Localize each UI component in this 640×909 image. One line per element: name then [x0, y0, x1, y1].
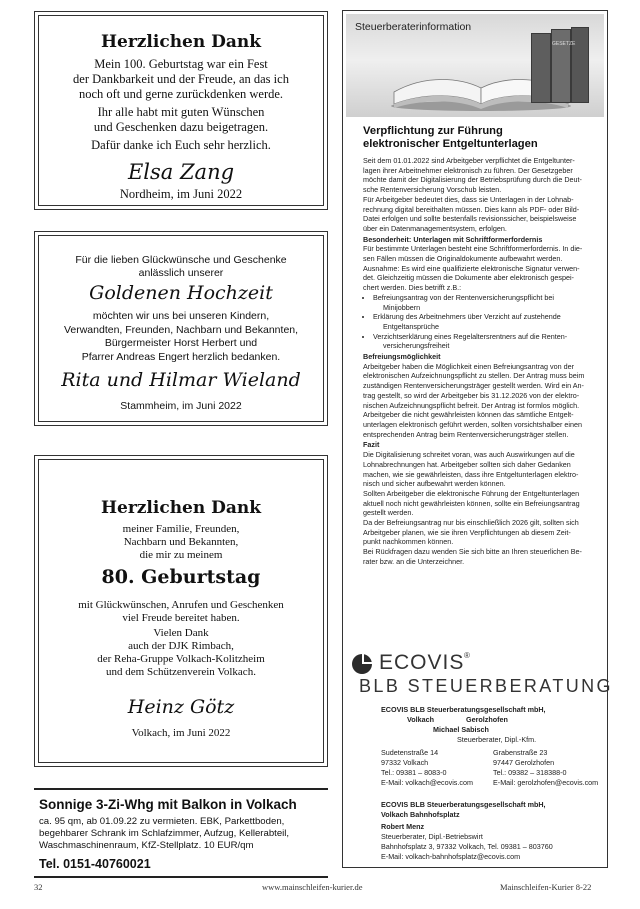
ad-signature: Rita und Hilmar Wieland — [61, 369, 301, 391]
advisor-name: Michael Sabisch — [433, 725, 489, 734]
ad-body: Mein 100. Geburtstag war ein Fest der Dankbarkeit und der Freude, an das ich noch oft und gerne zurückdenken werde. Ihr alle habt mit guten Wünschen und Geschenken dazu beigetragen. Dafür danke ich Euch sehr herzlich. — [73, 57, 289, 152]
law-books: GESETZE — [531, 27, 589, 105]
list-item: • Erklärung des Arbeitnehmers über Verzicht auf zustehende Entgeltansprüche — [373, 312, 603, 331]
ad-place-date: Nordheim, im Juni 2022 — [119, 187, 243, 201]
ad-title: Herzlichen Dank — [100, 32, 262, 52]
registered-mark: ® — [464, 651, 470, 660]
ad-body: möchten wir uns bei unseren Kindern, Verwandten, Freunden, Nachbarn und Bekannten, Bürgermeister Horst Herbert und Pfarrer Andreas Engert herzlich bedanken. — [63, 310, 299, 363]
address-gerolzhofen: Grabenstraße 23 97447 Gerolzhofen Tel.: 09382 – 318388-0 E-Mail: gerolzhofen@ecovis.com — [493, 748, 599, 787]
ad-signature: Heinz Götz — [127, 696, 235, 718]
paragraph: Die Digitalisierung schreitet voran, was auch Auswirkungen auf die Lohnabrechnungen hat. Arbeitgeber sollten sich daher Gedanken machen, wie sie gewährleisten, dass ihre Entgeltunterlagen elektro- nisch und sicher aufbewahrt werden können. Sollten Arbeitgeber die elektronische Führung der Entgeltunterlagen aktuell noch nicht gewährleisten können, sollte ein Befreiungsantrag gestellt werden. Da der Befreiungsantrag nur bis einschließlich 2026 gilt, sollten sich Arbeitgeber planen, wie sie ihren Verpflichtungen ab diesem Zeit- punkt nachkommen können. Bei Rückfragen dazu wenden Sie sich bitte an Ihren steuerlichen Be- rater bzw. an die Unterzeichner. — [363, 450, 582, 566]
bullet-list — [363, 293, 603, 351]
ad-occasion: Goldenen Hochzeit — [89, 282, 273, 304]
classified-ad-apartment — [34, 788, 328, 878]
address-volkach: Sudetenstraße 14 97332 Volkach Tel.: 09381 – 8083-0 E-Mail: volkach@ecovis.com — [381, 748, 473, 787]
list-item: • Verzichtserklärung eines Regelaltersrentners auf die Renten- versicherungsfreiheit — [373, 332, 603, 351]
company-locations: Volkach Gerolzhofen — [407, 715, 508, 724]
issue-label: Mainschleifen-Kurier 8-22 — [500, 882, 592, 892]
contact-block — [381, 705, 603, 745]
thank-you-ad-wieland — [34, 231, 328, 426]
ecovis-wordmark: ECOVIS — [379, 651, 465, 674]
tax-advisor-info-box — [342, 10, 613, 868]
paragraph: Seit dem 01.01.2022 sind Arbeitgeber verpflichtet die Entgeltunter- lagen ihrer Arbeitnehmer elektronisch zu führen. Der Gesetzgeber möchte damit der Digitalisierung der Betriebsprüfung durch die Deut- sche Rentenversicherung Vorschub leisten. Für Arbeitgeber bedeutet dies, dass sie Unterlagen in der Lohnab- rechnung digital bereithalten müssen. Dies kann als PDF- oder Bild- Datei erfolgen und sollte bestenfalls revisionssicher, beispielsweise über ein Datenmanagementsystem, erfolgen. — [363, 156, 582, 233]
thank-you-ad-elsa-zang — [34, 11, 328, 210]
ad-body-bottom: mit Glückwünschen, Anrufen und Geschenken viel Freude bereitet haben. Vielen Dank auch der DJK Rimbach, der Reha-Gruppe Volkach-Kolitzheim und dem Schützenverein Volkach. — [78, 599, 284, 678]
ad-signature: Elsa Zang — [127, 160, 235, 184]
paragraph: Arbeitgeber haben die Möglichkeit einen Befreiungsantrag von der elektronischen Aufzeichnungspflicht zu stellen. Der Antrag muss beim zuständigen Rentenversicherungsträger gestellt werden. Wird ein An- trag gestellt, so wird der Arbeitgeber bis 31.12.2026 von der elektro- nischen Aufzeichnungspflicht befreit. Der Antrag ist formlos möglich. Arbeitgeber die nicht gewährleisten können das sämtliche Entgelt- unterlagen elektronisch geführt werden, sollten vorsichtshalber einen entsprechenden Antrag beim Rentenversicherungsträger stellen. — [363, 361, 585, 439]
banner-image — [346, 14, 604, 117]
page-number: 32 — [34, 882, 43, 892]
classified-title: Sonnige 3-Zi-Whg mit Balkon in Volkach — [39, 797, 297, 812]
paragraph: Für bestimmte Unterlagen besteht eine Schriftformerfordernis. In die- sen Fällen müssen die Originaldokumente aufbewahrt werden. Ausnahme: Es wird eine qualifizierte elektronische Signatur verwen- det. Gleichzeitig müssen die Dokumente aber elektronisch gespei- chert werden. Dies betrifft z.B.: — [363, 244, 583, 293]
firm-subtitle: BLB STEUERBERATUNG — [359, 676, 613, 696]
list-item: • Befreiungsantrag von der Rentenversicherungspflicht bei Minijobbern — [373, 293, 603, 312]
classified-phone: Tel. 0151-40760021 — [39, 857, 151, 871]
ecovis-mark-icon — [351, 653, 373, 675]
ad-body-top: meiner Familie, Freunden, Nachbarn und Bekannten, die mir zu meinem — [122, 523, 240, 561]
ad-intro: Für die lieben Glückwünsche und Geschenke anlässlich unserer — [75, 254, 287, 279]
banner-title: Steuerberaterinformation — [355, 21, 472, 33]
ad-place-date: Stammheim, im Juni 2022 — [120, 400, 242, 412]
ad-place-date: Volkach, im Juni 2022 — [131, 727, 231, 739]
ad-occasion: 80. Geburtstag — [101, 566, 261, 588]
ad-title: Herzlichen Dank — [100, 498, 262, 518]
thank-you-ad-heinz-goetz — [34, 455, 328, 767]
classified-body: ca. 95 qm, ab 01.09.22 zu vermieten. EBK, Parkettboden, begehbarer Schrank im Schlafzimmer, Aufzug, Kellerabteil, Waschmaschinenraum, KfZ-Stellplatz. 10 EUR/qm — [39, 816, 290, 851]
contact-block-bahnhofsplatz: ECOVIS BLB Steuerberatungsgesellschaft mbH, Volkach Bahnhofsplatz Robert Menz Steuerberater, Dipl.-Betriebswirt Bahnhofsplatz 3, 97332 Volkach, Tel. 09381 – 803760 E-Mail: volkach-bahnhofsplatz@ecovis.com — [381, 800, 553, 861]
article-body — [363, 156, 603, 567]
subheading: Besonderheit: Unterlagen mit Schriftformerfordernis — [363, 234, 543, 244]
website-link[interactable]: www.mainschleifen-kurier.de — [262, 882, 363, 892]
subheading: Befreiungsmöglichkeit — [363, 352, 441, 362]
advisor-role: Steuerberater, Dipl.-Kfm. — [457, 735, 537, 744]
subheading: Fazit — [363, 440, 380, 450]
article-heading: Verpflichtung zur Führung elektronischer Entgeltunterlagen — [363, 125, 538, 150]
company-name: ECOVIS BLB Steuerberatungsgesellschaft mbH, — [381, 705, 546, 714]
ecovis-logo — [351, 651, 613, 701]
